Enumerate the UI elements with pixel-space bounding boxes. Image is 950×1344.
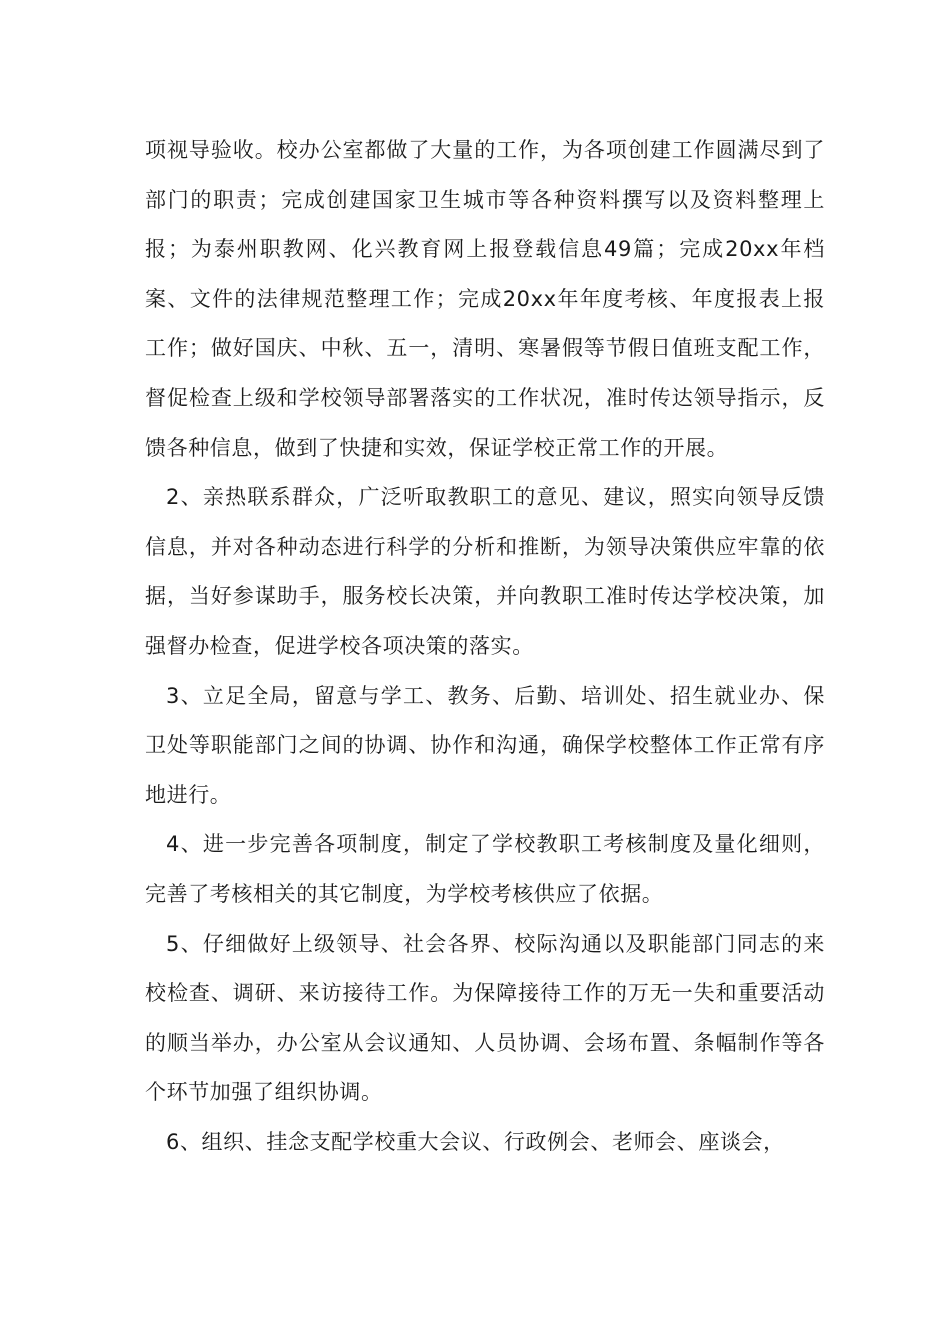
document-body (145, 126, 825, 1167)
paragraph-4: 4、进一步完善各项制度，制定了学校教职工考核制度及量化细则，完善了考核相关的其它制度，为学校考核供应了依据。 (145, 832, 825, 906)
paragraph-6: 6、组织、挂念支配学校重大会议、行政例会、老师会、座谈会， (166, 1129, 785, 1154)
paragraph-3: 3、立足全局，留意与学工、教务、后勤、培训处、招生就业办、保卫处等职能部门之间的协调、协作和沟通，确保学校整体工作正常有序地进行。 (145, 683, 825, 807)
paragraph-5: 5、仔细做好上级领导、社会各界、校际沟通以及职能部门同志的来校检查、调研、来访接待工作。为保障接待工作的万无一失和重要活动的顺当举办，办公室从会议通知、人员协调、会场布置、条幅制作等各个环节加强了组织协调。 (145, 931, 825, 1105)
paragraph-1: 项视导验收。校办公室都做了大量的工作，为各项创建工作圆满尽到了部门的职责；完成创建国家卫生城市等各种资料撰写以及资料整理上报；为泰州职教网、化兴教育网上报登载信息49篇；完成20xx年档案、文件的法律规范整理工作；完成20xx年年度考核、年度报表上报工作；做好国庆、中秋、五一，清明、寒暑假等节假日值班支配工作，督促检查上级和学校领导部署落实的工作状况，准时传达领导指示，反馈各种信息，做到了快捷和实效，保证学校正常工作的开展。 (145, 138, 825, 460)
paragraph-2: 2、亲热联系群众，广泛听取教职工的意见、建议，照实向领导反馈信息，并对各种动态进行科学的分析和推断，为领导决策供应牢靠的依据，当好参谋助手，服务校长决策，并向教职工准时传达学校决策，加强督办检查，促进学校各项决策的落实。 (145, 485, 825, 658)
